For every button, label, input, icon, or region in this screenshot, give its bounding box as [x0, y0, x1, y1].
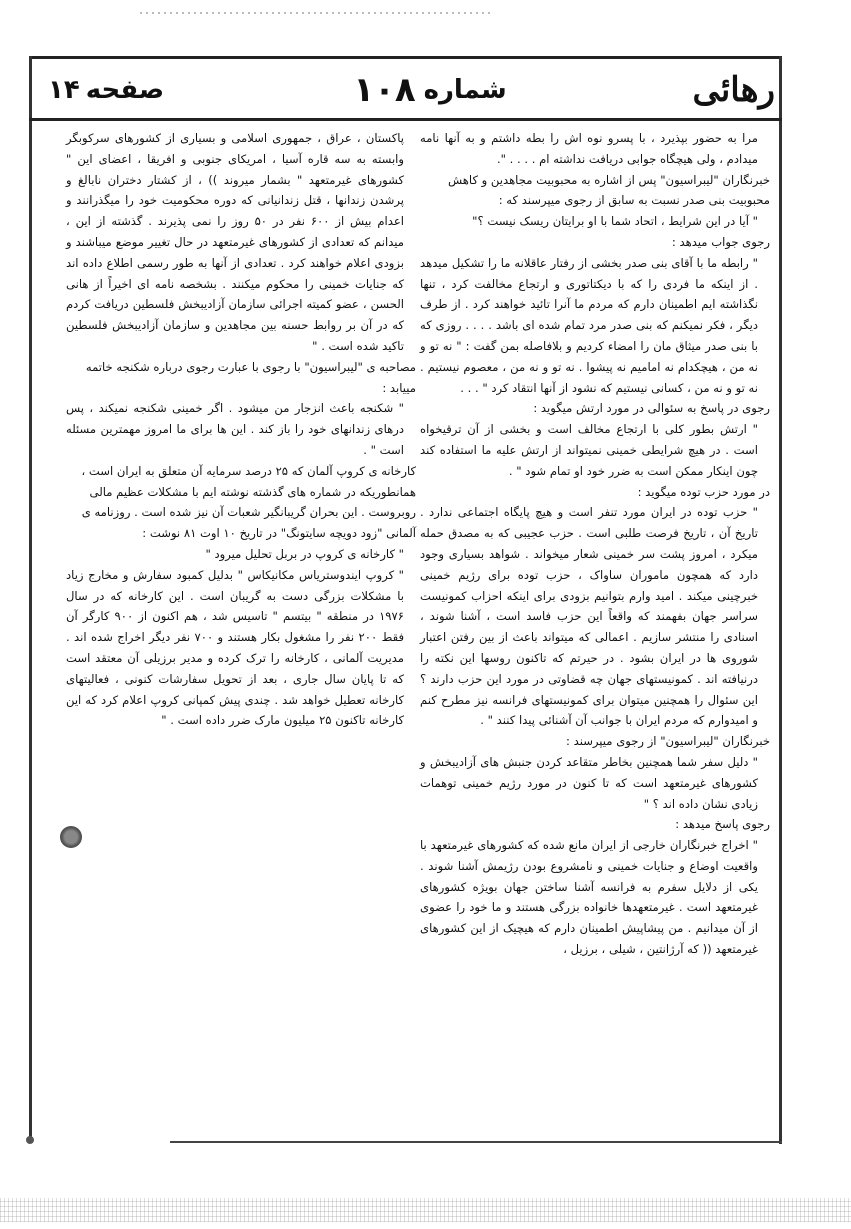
paragraph: " اخراج خبرنگاران خارجی از ایران مانع شده که کشورهای غیرمتعهد با واقعیت اوضاع و جنایات خمینی و نامشروع بودن رژیمش آشنا شوند . یکی از دلایل سفرم به فرانسه آشنا ساختن جهان بویژه کشورهای غیرمتعهد است . غیرمتعهدها خانواده بزرگی هستند و ما خود را عضوی از آن میدانیم . من پیشاپیش اطمینان دارم که هیچیک از این کشورهای غیرمتعهد (( که آرژانتین ، شیلی ، برزیل ، — [420, 838, 758, 957]
scan-artifact-bottom — [0, 1198, 851, 1222]
paragraph: " کارخانه ی کروپ در بربل تحلیل میرود " — [205, 546, 404, 561]
paragraph: " دلیل سفر شما همچنین بخاطر متقاعد کردن جنبش های آزادیبخش و کشورهای غیرمتعهد است که تا کنون در مورد رژیم خمینی توهمات زیادی نشان داده اند ؟ " — [420, 754, 758, 811]
paragraph: خبرنگاران "لیبراسیون" پس از اشاره به محبوبیت مجاهدین و کاهش محبوبیت بنی صدر نسبت به سابق از رجوی میپرسند که : — [448, 172, 770, 208]
paragraph: پاکستان ، عراق ، جمهوری اسلامی و بسیاری از کشورهای سرکوبگر وابسته به سه قاره آسیا ، امریکای جنوبی و افریقا ، اعضای این " کشورهای غیرمتعهد " بشمار میروند )) ، از کشتار دختران نابالغ و پرشدن زندانها ، قتل زندانیانی که دوره محکومیت خود را میگذرانند و اعدام بیش از ۶۰۰ نفر در ۵۰ روز را نمی پذیرند . گذشته از این ، میدانم که تعدادی از کشورهای غیرمتعهد در حال تغییر موضع میباشند و بزودی اعلام خواهند کرد . تعدادی از آنها به طور رسمی اطلاع داده اند که جنایات خمینی را محکوم میکنند . بشخصه نامه ای اخیراً از هانی الحسن ، عضو کمیته اجرائی سازمان آزادیبخش فلسطین دریافت کردم که در آن بر روابط حسنه بین مجاهدین و سازمان آزادیبخش فلسطین تاکید شده است . " — [66, 131, 404, 353]
border-end-dot — [26, 1136, 34, 1144]
frame-border-bottom — [170, 1141, 782, 1143]
masthead — [660, 62, 775, 118]
right-column — [420, 128, 770, 960]
paragraph: رجوی در پاسخ به سئوالی در مورد ارتش میگوید : — [533, 401, 770, 416]
frame-border-right — [779, 56, 782, 1144]
paragraph: کارخانه ی کروپ آلمان که ۲۵ درصد سرمایه آن متعلق به ایران است ، همانطوریکه در شماره های گذشته نوشته ایم با مشکلات عظیم مالی روبروست . این بحران گریبانگیر شعبات آن نیز شده است . روزنامه ی آلمانی "زود دویچه سایتونگ" در تاریخ ۱۰ اوت ۸۱ نوشت : — [81, 463, 416, 541]
paragraph: " شکنجه باعث انزجار من میشود . اگر خمینی شکنجه نمیکند ، پس درهای زندانهای خود را باز کند . این ها برای ما امروز مهمترین مسئله است " . — [66, 401, 404, 457]
page-number-value: ۱۴ — [48, 75, 80, 105]
frame-border-left — [29, 56, 32, 1140]
left-column — [66, 128, 416, 731]
issue-label: شماره — [423, 75, 507, 105]
paragraph: مصاحبه ی "لیبراسیون" با رجوی با عبارت رجوی درباره شکنجه خاتمه مییابد : — [85, 359, 416, 395]
end-of-article-bullet-icon — [60, 826, 82, 848]
scan-artifact-top — [140, 12, 490, 14]
paragraph: خبرنگاران "لیبراسیون" از رجوی میپرسند : — [566, 734, 770, 749]
header-rule — [29, 118, 782, 121]
paragraph: مرا به حضور بپذیرد ، با پسرو نوه اش را بطه داشتم و به آنها نامه میدادم ، ولی هیچگاه جوابی دریافت نداشته ام . . . . ". — [420, 131, 758, 166]
issue-number — [330, 62, 530, 118]
paragraph: " رابطه ما با آقای بنی صدر بخشی از رفتار عاقلانه ما را تشکیل میدهد . از اینکه ما فردی را که با دیکتاتوری و ارتجاع مخالفت کرد ، تنها نگذاشته ایم اطمینان دارم که مردم ما آنرا تائید خواهند کرد . از طرف دیگر ، فکر نمیکنم که بنی صدر مرد تمام شده ای باشد . . . . روزی که با بنی صدر میثاق مان را امضاء کردیم و بلافاصله بمن گفت : " نه تو و نه من ، هیچکدام نه امامیم نه پیشوا . نه تو و نه من ، معصوم نیستیم . نه تو و نه من ، کسانی نیستیم که نشود از آنها انتقاد کرد " . . . — [420, 255, 758, 395]
page-number — [48, 62, 168, 118]
issue-number-value: ۱۰۸ — [353, 70, 416, 110]
paragraph: رجوی پاسخ میدهد : — [675, 817, 770, 832]
paragraph: رجوی جواب میدهد : — [671, 234, 770, 249]
paragraph: " حزب توده در ایران مورد تنفر است و هیچ پایگاه اجتماعی ندارد . تاریخ آن ، تاریخ فرصت طلبی است . حزب عجیبی که به مصدق حمله میکرد ، امروز پشت سر خمینی شعار میخواند . شواهد بسیاری وجود دارد که همچون ماموران ساواک ، حزب توده برای رژیم خمینی خبرچینی میکند . امید وارم بتوانیم بزودی برای اینکه احزاب کمونیست سراسر جهان بفهمند که واقعاً این حزب فاسد است ، آشنا شوند ، اسنادی را منتشر سازیم . اعمالی که میتواند باعث از بین رفتن اعتبار شوروی ها در ایران بشود . در حیرتم که تاکنون روسها این نکته را درنیافته اند . کمونیستهای جهان چه قضاوتی در مورد این حزب دارند ؟ این سئوال را همچنین میتوان برای کمونیستهای فرانسه نیز مطرح کنم و امیدوارم که مردم ایران با جوانب آن آشنائی پیدا کنند " . — [420, 505, 758, 728]
paragraph: " ارتش بطور کلی با ارتجاع مخالف است و بخشی از آن ترقیخواه است . در هیچ شرایطی خمینی نمیتواند از ارتش علیه ما استفاده کند چون اینکار ممکن است به ضرر خود او تمام شود " . — [420, 422, 758, 478]
paragraph: " کروپ ایندوستریاس مکانیکاس " بدلیل کمبود سفارش و مخارج زیاد با مشکلات بزرگی دست به گریبان است . این کارخانه که در سال ۱۹۷۶ در منطقه " بیتسم " تاسیس شد ، هم اکنون از ۹۰۰ کارگر آن فقط ۲۰۰ نفر را مشغول بکار هستند و ۷۰۰ نفر دیگر اخراج شده اند . مدیریت آلمانی ، کارخانه را ترک کرده و مدیر برزیلی آن معتقد است که تا پایان سال جاری ، بعد از تحویل سفارشات کنونی ، فعالیتهای کارخانه تعطیل خواهد شد . چندی پیش کمپانی کروپ اعلام کرد که این کارخانه تاکنون ۲۵ میلیون مارک ضرر داده است . " — [66, 567, 404, 728]
masthead-title: رهائی — [692, 70, 775, 110]
page-label: صفحه — [85, 75, 165, 105]
frame-border-top — [29, 56, 782, 59]
paragraph: در مورد حزب توده میگوید : — [637, 484, 770, 499]
paragraph: " آیا در این شرایط ، اتحاد شما با او برایتان ریسک نیست ؟" — [472, 214, 758, 229]
